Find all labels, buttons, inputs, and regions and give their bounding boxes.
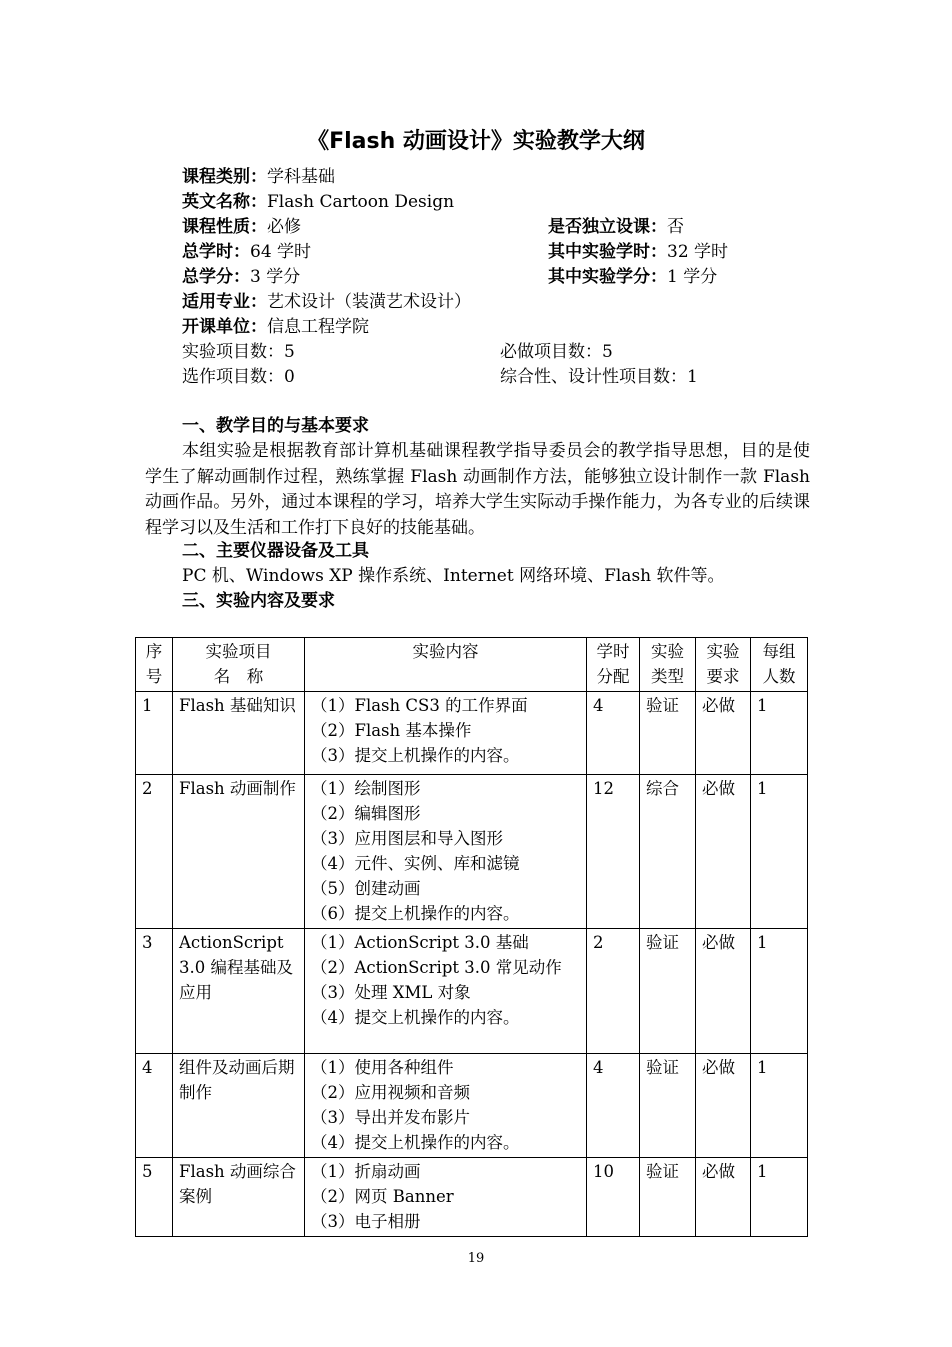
cell-requirement: 必做 [696,1054,751,1158]
cell-people: 1 [751,775,808,929]
applicable-major-value: 艺术设计（装潢艺术设计） [267,292,471,312]
cell-content: （1）折扇动画 （2）网页 Banner （3）电子相册 [305,1158,587,1237]
english-name [182,190,454,215]
cell-content: （1）Flash CS3 的工作界面 （2）Flash 基本操作 （3）提交上机操作的内容。 [305,692,587,775]
english-name-value: Flash Cartoon Design [267,192,455,212]
cell-people: 1 [751,929,808,1054]
total-credits [182,265,300,290]
cell-name: ActionScript 3.0 编程基础及应用 [173,929,305,1054]
cell-type: 综合 [640,775,696,929]
offering-unit-label: 开课单位： [182,317,267,337]
course-nature-label: 课程性质： [182,217,267,237]
cell-type: 验证 [640,1054,696,1158]
lab-credits-value: 1 学分 [667,267,718,287]
cell-hours: 4 [587,1054,640,1158]
section-2-text: PC 机、Windows XP 操作系统、Internet 网络环境、Flash 软件等。 [182,566,725,586]
header-content: 实验内容 [305,638,587,692]
cell-content: （1）绘制图形 （2）编辑图形 （3）应用图层和导入图形 （4）元件、实例、库和滤镜 （5）创建动画 （6）提交上机操作的内容。 [305,775,587,929]
offering-unit [182,315,369,340]
course-category-label: 课程类别： [182,167,267,187]
cell-hours: 2 [587,929,640,1054]
total-credits-label: 总学分： [182,267,250,287]
cell-no: 5 [136,1158,173,1237]
table-header-row [136,638,808,692]
course-nature [182,215,301,240]
design-count: 综合性、设计性项目数：1 [500,367,698,387]
cell-hours: 10 [587,1158,640,1237]
section-2-heading: 二、主要仪器设备及工具 [182,541,369,561]
independent-course-value: 否 [667,217,684,237]
course-category [182,165,335,190]
cell-type: 验证 [640,929,696,1054]
cell-hours: 4 [587,692,640,775]
table-row [136,929,808,1054]
header-requirement: 实验 要求 [696,638,751,692]
section-3-heading: 三、实验内容及要求 [182,591,335,611]
table-row [136,1158,808,1237]
header-people: 每组 人数 [751,638,808,692]
total-hours [182,240,311,265]
project-count: 实验项目数：5 [182,342,295,362]
cell-people: 1 [751,1054,808,1158]
required-count: 必做项目数：5 [500,342,613,362]
section-1-heading: 一、教学目的与基本要求 [182,416,369,436]
cell-no: 3 [136,929,173,1054]
header-hours: 学时 分配 [587,638,640,692]
total-hours-label: 总学时： [182,242,250,262]
cell-type: 验证 [640,692,696,775]
independent-course-label: 是否独立设课： [548,217,667,237]
cell-people: 1 [751,692,808,775]
lab-credits-label: 其中实验学分： [548,267,667,287]
page-number: 19 [467,1251,485,1266]
cell-content: （1）ActionScript 3.0 基础 （2）ActionScript 3.0 常见动作 （3）处理 XML 对象 （4）提交上机操作的内容。 [305,929,587,1054]
independent-course [548,215,684,240]
cell-requirement: 必做 [696,775,751,929]
cell-requirement: 必做 [696,692,751,775]
experiment-table [135,637,808,1237]
cell-no: 1 [136,692,173,775]
total-hours-value: 64 学时 [250,242,312,262]
cell-name: Flash 动画制作 [173,775,305,929]
cell-name: Flash 动画综合案例 [173,1158,305,1237]
table-row [136,775,808,929]
english-name-label: 英文名称： [182,192,267,212]
course-category-value: 学科基础 [267,167,335,187]
table-row [136,1054,808,1158]
cell-content: （1）使用各种组件 （2）应用视频和音频 （3）导出并发布影片 （4）提交上机操作的内容。 [305,1054,587,1158]
cell-requirement: 必做 [696,929,751,1054]
cell-people: 1 [751,1158,808,1237]
offering-unit-value: 信息工程学院 [267,317,369,337]
page-title: 《Flash 动画设计》实验教学大纲 [307,129,645,154]
header-no: 序 号 [136,638,173,692]
header-type: 实验 类型 [640,638,696,692]
cell-type: 验证 [640,1158,696,1237]
cell-name: 组件及动画后期制作 [173,1054,305,1158]
lab-credits [548,265,717,290]
lab-hours-value: 32 学时 [667,242,729,262]
lab-hours [548,240,728,265]
total-credits-value: 3 学分 [250,267,301,287]
cell-requirement: 必做 [696,1158,751,1237]
course-nature-value: 必修 [267,217,301,237]
applicable-major [182,290,471,315]
cell-no: 2 [136,775,173,929]
section-1-paragraph: 本组实验是根据教育部计算机基础课程教学指导委员会的教学指导思想，目的是使学生了解动画制作过程，熟练掌握 Flash 动画制作方法，能够独立设计制作一款 Flash 动画作品。另外，通过本课程的学习，培养大学生实际动手操作能力，为各专业的后续课程学习以及生活和工作打下良好的技能基础。 [145,441,810,538]
cell-hours: 12 [587,775,640,929]
lab-hours-label: 其中实验学时： [548,242,667,262]
cell-name: Flash 基础知识 [173,692,305,775]
cell-no: 4 [136,1054,173,1158]
header-name: 实验项目 名 称 [173,638,305,692]
applicable-major-label: 适用专业： [182,292,267,312]
optional-count: 选作项目数：0 [182,367,295,387]
table-row [136,692,808,775]
